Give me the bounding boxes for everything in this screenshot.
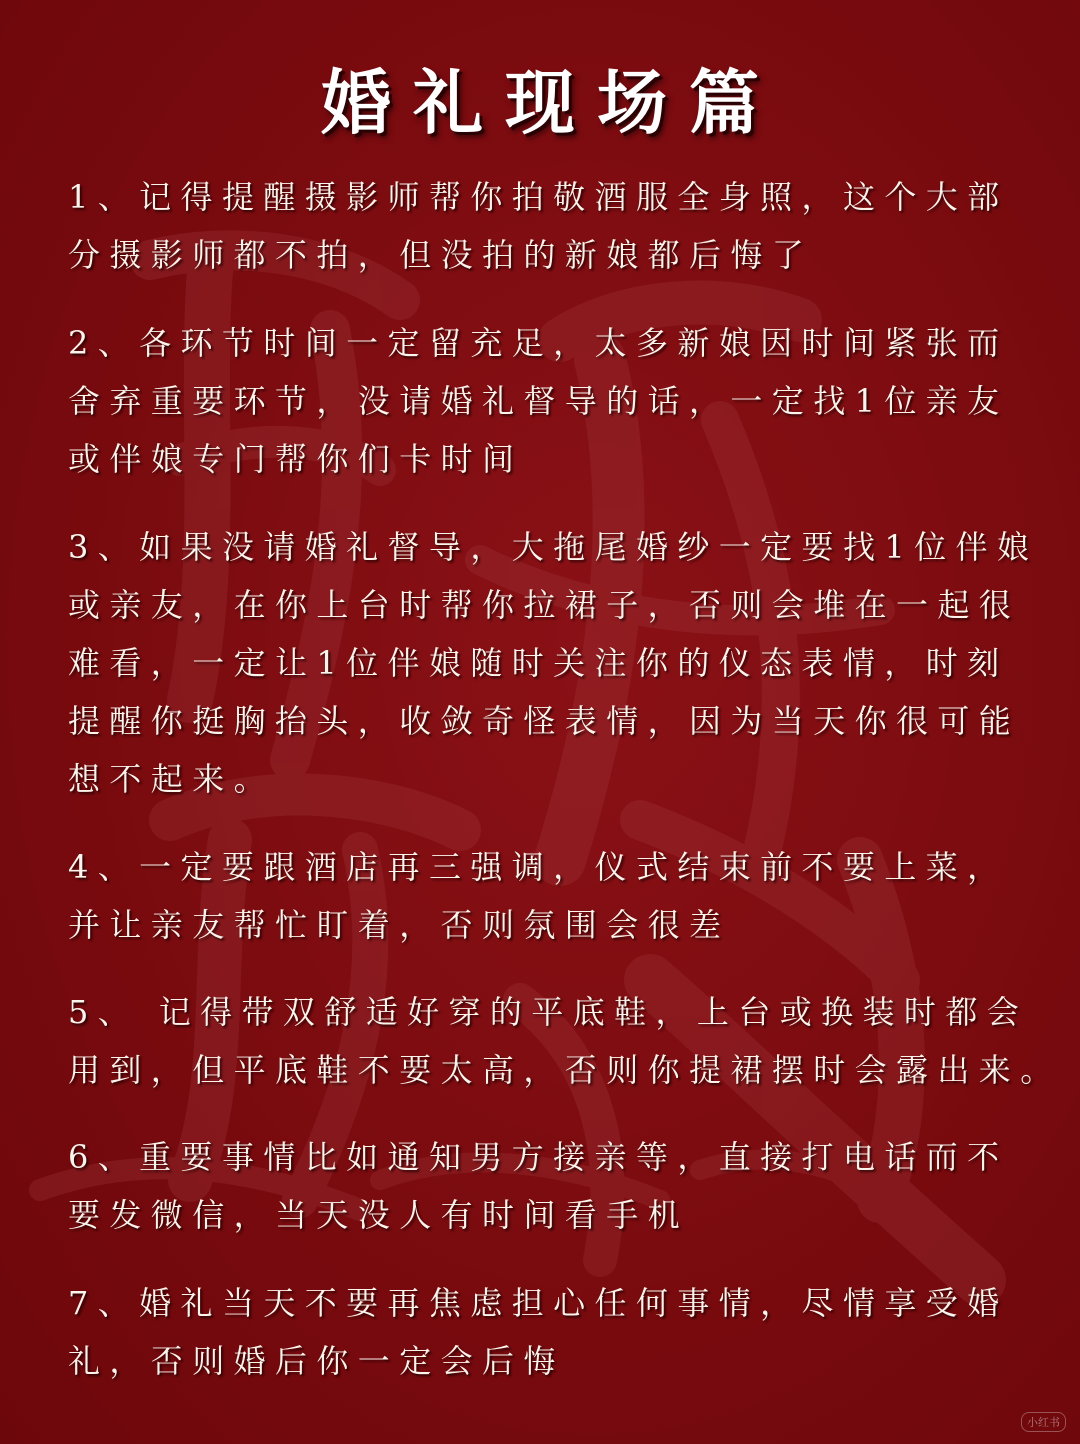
tip-item-4: [68, 838, 1028, 954]
tip-line: 提醒你挺胸抬头，收敛奇怪表情，因为当天你很可能: [68, 702, 1021, 740]
tip-line: 7、婚礼当天不要再焦虑担心任何事情，尽情享受婚: [68, 1284, 1009, 1322]
tip-item-5: [68, 983, 1062, 1099]
tip-line: 1、记得提醒摄影师帮你拍敬酒服全身照，这个大部: [68, 178, 1009, 216]
tip-item-2: [68, 314, 1028, 488]
tip-line: 分摄影师都不拍，但没拍的新娘都后悔了: [68, 236, 814, 274]
tip-line: 难看，一定让1位伴娘随时关注你的仪态表情，时刻: [68, 644, 1009, 682]
tip-item-6: [68, 1128, 1028, 1244]
tip-line: 或亲友，在你上台时帮你拉裙子，否则会堆在一起很: [68, 586, 1021, 624]
tip-line: 想不起来。: [68, 760, 276, 798]
tip-line: 5、 记得带双舒适好穿的平底鞋，上台或换装时都会: [68, 993, 1029, 1031]
tip-line: 并让亲友帮忙盯着，否则氛围会很差: [68, 906, 731, 944]
tip-line: 或伴娘专门帮你们卡时间: [68, 440, 524, 478]
tip-item-7: [68, 1274, 1028, 1390]
tip-line: 舍弃重要环节，没请婚礼督导的话，一定找1位亲友: [68, 382, 1009, 420]
tip-line: 用到，但平底鞋不要太高，否则你提裙摆时会露出来。: [68, 1051, 1062, 1089]
tip-line: 礼，否则婚后你一定会后悔: [68, 1342, 565, 1380]
tip-line: 2、各环节时间一定留充足，太多新娘因时间紧张而: [68, 324, 1009, 362]
page-title: 婚礼现场篇: [321, 61, 781, 144]
tip-line: 4、一定要跟酒店再三强调，仪式结束前不要上菜，: [68, 848, 1009, 886]
tip-item-3: [68, 518, 1039, 808]
tip-line: 6、重要事情比如通知男方接亲等，直接打电话而不: [68, 1138, 1009, 1176]
tip-line: 3、如果没请婚礼督导，大拖尾婚纱一定要找1位伴娘: [68, 528, 1039, 566]
tip-line: 要发微信，当天没人有时间看手机: [68, 1196, 690, 1234]
brand-logo: 小红书: [1021, 1412, 1066, 1432]
tip-item-1: [68, 168, 1028, 284]
